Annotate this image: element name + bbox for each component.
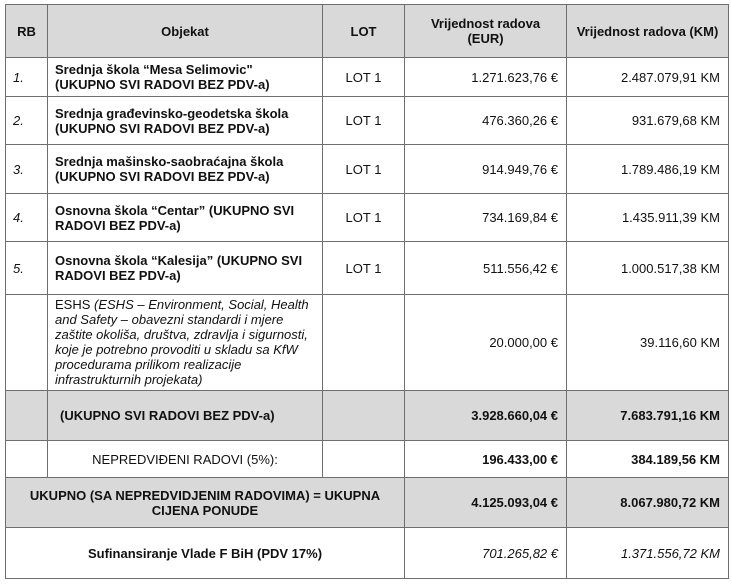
value-eur: 734.169,84 € [405,194,567,242]
header-km: Vrijednost radova (KM) [567,5,729,58]
value-eur: 476.360,26 € [405,97,567,145]
value-eur: 511.556,42 € [405,242,567,295]
subtotal-km: 7.683.791,16 KM [567,391,729,441]
contingency-km: 384.189,56 KM [567,441,729,478]
contingency-eur: 196.433,00 € [405,441,567,478]
subtotal-eur: 3.928.660,04 € [405,391,567,441]
row-number: 1. [6,58,48,97]
header-rb: RB [6,5,48,58]
eshs-label: ESHS [55,296,95,312]
header-eur: Vrijednost radova (EUR) [405,5,567,58]
cofinancing-label: Sufinansiranje Vlade F BiH (PDV 17%) [6,528,405,579]
eshs-rb-empty [6,295,48,391]
table-row [6,145,729,194]
value-eur: 1.271.623,76 € [405,58,567,97]
table-row [6,242,729,295]
value-km: 1.789.486,19 KM [567,145,729,194]
header-objekat: Objekat [48,5,323,58]
object-name: Srednja mašinsko-saobraćajna škola (UKUPNO SVI RADOVI BEZ PDV-a) [48,145,323,194]
contingency-rb-empty [6,441,48,478]
total-km: 8.067.980,72 KM [567,478,729,528]
row-number: 5. [6,242,48,295]
subtotal-label: (UKUPNO SVI RADOVI BEZ PDV-a) [48,391,323,441]
table-row [6,97,729,145]
total-row [6,478,729,528]
cofinancing-km: 1.371.556,72 KM [567,528,729,579]
row-number: 3. [6,145,48,194]
object-name: Osnovna škola “Centar” (UKUPNO SVI RADOVI BEZ PDV-a) [48,194,323,242]
value-km: 931.679,68 KM [567,97,729,145]
value-km: 1.435.911,39 KM [567,194,729,242]
table-row [6,194,729,242]
eshs-description: (ESHS – Environment, Social, Health and Safety – obavezni standardi i mjere zaštite okoliša, društva, zdravlja i sigurnosti, koje je potrebno provoditi u skladu sa KfW procedurama prilikom realizacije infrastrukturnih projekata) [55,296,309,387]
object-name: Osnovna škola “Kalesija” (UKUPNO SVI RADOVI BEZ PDV-a) [48,242,323,295]
subtotal-rb-empty [6,391,48,441]
value-eur: 914.949,76 € [405,145,567,194]
cofinancing-eur: 701.265,82 € [405,528,567,579]
value-km: 2.487.079,91 KM [567,58,729,97]
contingency-lot-empty [323,441,405,478]
lot: LOT 1 [323,242,405,295]
eshs-lot-empty [323,295,405,391]
lot: LOT 1 [323,58,405,97]
eshs-row [6,295,729,391]
value-km: 1.000.517,38 KM [567,242,729,295]
lot: LOT 1 [323,97,405,145]
contingency-label: NEPREDVIĐENI RADOVI (5%): [48,441,323,478]
total-label: UKUPNO (SA NEPREDVIDJENIM RADOVIMA) = UKUPNA CIJENA PONUDE [6,478,405,528]
lot: LOT 1 [323,145,405,194]
object-name: Srednja škola “Mesa Selimovic" (UKUPNO SVI RADOVI BEZ PDV-a) [48,58,323,97]
eshs-description-cell [48,295,323,391]
cost-table [5,4,729,579]
cofinancing-row [6,528,729,579]
row-number: 2. [6,97,48,145]
row-number: 4. [6,194,48,242]
subtotal-row [6,391,729,441]
object-name: Srednja građevinsko-geodetska škola (UKUPNO SVI RADOVI BEZ PDV-a) [48,97,323,145]
total-eur: 4.125.093,04 € [405,478,567,528]
lot: LOT 1 [323,194,405,242]
eshs-value-eur: 20.000,00 € [405,295,567,391]
header-lot: LOT [323,5,405,58]
eshs-value-km: 39.116,60 KM [567,295,729,391]
table-row [6,58,729,97]
contingency-row [6,441,729,478]
subtotal-lot-empty [323,391,405,441]
header-row [6,5,729,58]
